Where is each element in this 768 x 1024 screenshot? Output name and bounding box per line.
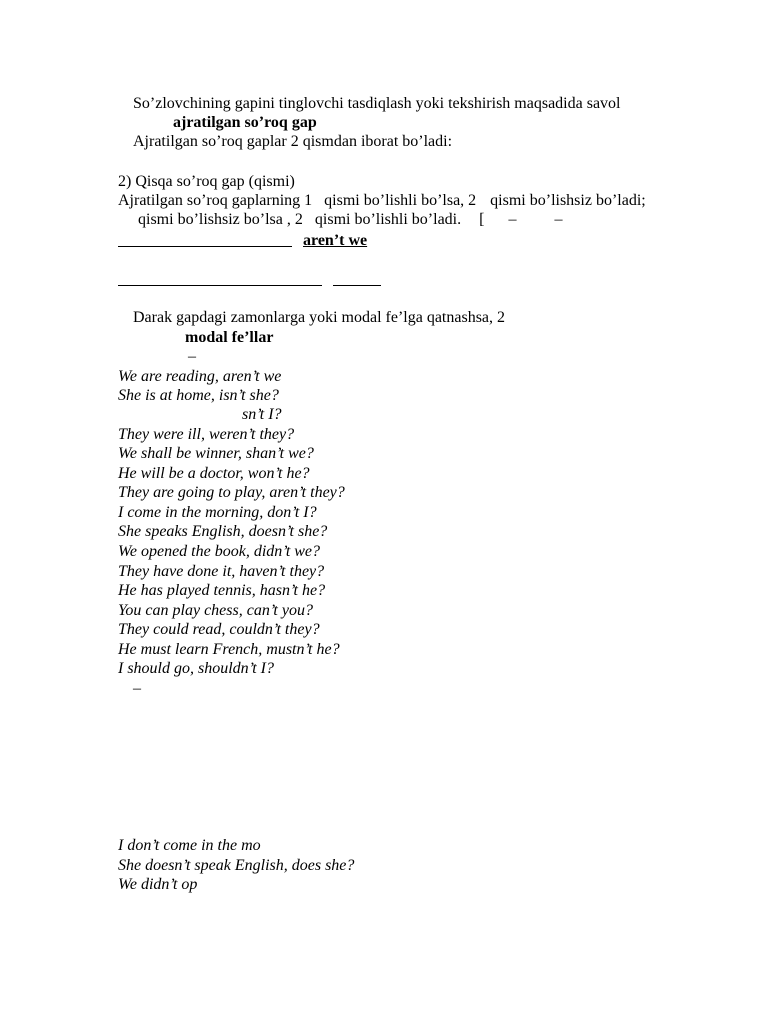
example-line: He will be a doctor, won’t he? (118, 465, 310, 482)
example-line: You can play chess, can’t you? (118, 602, 313, 619)
rule2-text-b: qismi bo’lishli bo’ladi. (314, 211, 462, 228)
intro-line-2: Ajratilgan so’roq gaplar 2 qismdan iborat bo’ladi: (133, 133, 453, 150)
blank-underline-3 (333, 285, 381, 286)
example-line: I come in the morning, don’t I? (118, 504, 317, 521)
part2-rule-line-1 (118, 191, 646, 210)
blank-underline-1 (118, 246, 292, 247)
modal-term: modal fe’llar (185, 329, 274, 346)
rule2-text-a: qismi bo’lishsiz bo’lsa , 2 (138, 211, 303, 228)
example-line: He must learn French, mustn’t he? (118, 641, 340, 658)
part2-heading: 2) Qisqa so’roq gap (qismi) (118, 173, 295, 190)
dash-mark-1: – (508, 211, 517, 228)
negative-example-line: I don’t come in the mo (118, 837, 261, 854)
bracket-mark: [ (479, 211, 485, 228)
example-line: We are reading, aren’t we (118, 368, 282, 385)
example-line: We shall be winner, shan’t we? (118, 445, 314, 462)
example-line: They could read, couldn’t they? (118, 621, 320, 638)
part2-rule-line-2 (138, 210, 562, 229)
dash-mark-2: – (554, 211, 563, 228)
examples-dash: – (133, 680, 141, 697)
example-line: They have done it, haven’t they? (118, 563, 325, 580)
rule-text-c: qismi bo’lishsiz bo’ladi; (490, 192, 646, 209)
example-line: They were ill, weren’t they? (118, 426, 295, 443)
example-line: They are going to play, aren’t they? (118, 484, 345, 501)
example-line: She speaks English, doesn’t she? (118, 523, 328, 540)
tag-example: aren’t we (303, 232, 368, 249)
example-line: I should go, shouldn’t I? (118, 660, 274, 677)
example-line: We opened the book, didn’t we? (118, 543, 321, 560)
intro-line-1: So’zlovchining gapini tinglovchi tasdiqlash yoki tekshirish maqsadida savol (133, 95, 621, 112)
negative-example-line: She doesn’t speak English, does she? (118, 857, 355, 874)
intro-term: ajratilgan so’roq gap (173, 114, 317, 131)
example-line: She is at home, isn’t she? (118, 387, 279, 404)
modal-line: Darak gapdagi zamonlarga yoki modal fe’lga qatnashsa, 2 (133, 309, 506, 326)
example-line: sn’t I? (242, 406, 282, 423)
blank-underline-2 (118, 285, 322, 286)
modal-dash: – (188, 348, 196, 365)
rule-text-a: Ajratilgan so’roq gaplarning 1 (118, 192, 313, 209)
negative-example-line: We didn’t op (118, 876, 198, 893)
example-line: He has played tennis, hasn’t he? (118, 582, 326, 599)
rule-text-b: qismi bo’lishli bo’lsa, 2 (324, 192, 477, 209)
